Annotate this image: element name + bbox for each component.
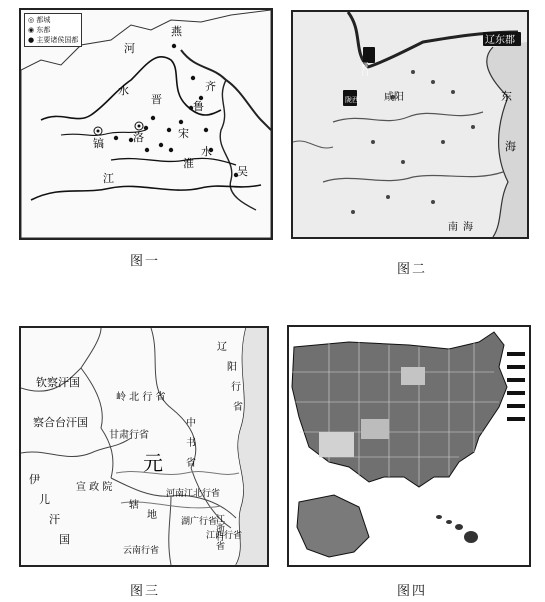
label-huguang: 湖广行省 [181,517,218,527]
map-panel-4 [287,325,531,567]
caption-map-3: 图三 [130,584,161,599]
label-hai: 海 [505,140,516,153]
label-xia: 辖 [129,500,139,511]
label-di: 地 [147,510,157,521]
label-jiangxi: 江西行省 [206,531,243,541]
legend-item-vassal: ● 主要诸侯国都 [28,36,79,44]
label-lingbei: 岭 北 行 省 [116,392,166,403]
label-wu: 吴 [237,165,248,178]
map-3-drawing [21,328,267,565]
label-qincha: 钦察汗国 [36,376,80,389]
label-han: 汗 [49,513,60,526]
label-chagatai: 察合台汗国 [33,416,88,429]
map-4-drawing [289,327,529,565]
label-yang: 阳 [227,362,237,373]
label-sheng: 省 [233,402,243,413]
label-shui2: 水 [201,145,212,158]
label-lu: 鲁 [193,100,204,113]
label-henan: 河南江北行省 [166,489,221,499]
label-huai: 淮 [183,157,194,170]
map-panel-1 [19,8,273,240]
label-yunnan: 云南行省 [123,546,160,556]
legend-label-vassal: 主要诸侯国都 [36,36,79,44]
label-shui: 水 [118,84,129,97]
label-hai2: 海 [463,222,473,233]
label-luo: 洛 [133,131,144,144]
label-jin: 晋 [151,93,162,106]
label-dong: 东 [501,90,512,103]
label-guo: 国 [59,533,70,546]
label-xuanzheng: 宣 政 院 [76,482,113,493]
map-panel-3 [19,326,269,567]
label-zhong: 中 [186,418,196,429]
label-yuan: 元 [143,451,163,475]
label-jiang: 江 [103,172,114,185]
label-yan: 燕 [171,25,182,38]
label-he: 河 [124,42,135,55]
label-hao: 镐 [93,137,104,150]
legend-label-capital: 都城 [36,16,51,24]
label-liao: 辽 [217,342,227,353]
label-xing: 行 [231,382,241,393]
caption-map-2: 图二 [397,262,428,277]
label-longxi: 陇西 [345,96,359,104]
label-yi: 伊 [29,473,40,486]
caption-map-1: 图一 [130,254,161,269]
legend-item-east-capital: ◉ 东都 [28,26,51,34]
label-liaodong: 辽东郡 [485,35,515,46]
label-shu: 书 [186,438,196,449]
label-xianyang: 咸阳 [384,92,404,103]
label-er: 儿 [39,493,50,506]
caption-map-4: 图四 [397,584,428,599]
label-qi: 齐 [205,80,216,93]
map-2-drawing [293,12,527,237]
label-yanmen: 雁门 [361,62,369,76]
label-nan: 南 [448,222,458,233]
map-1-legend [24,13,82,47]
legend-label-east-capital: 东都 [36,26,51,34]
map-panel-2 [291,10,529,239]
label-sheng2: 省 [186,458,196,469]
legend-item-capital: ◎ 都城 [28,16,51,24]
label-song: 宋 [178,127,189,140]
label-jiangzhe: 江浙行省 [214,514,224,550]
label-gansu: 甘肃行省 [109,430,149,441]
